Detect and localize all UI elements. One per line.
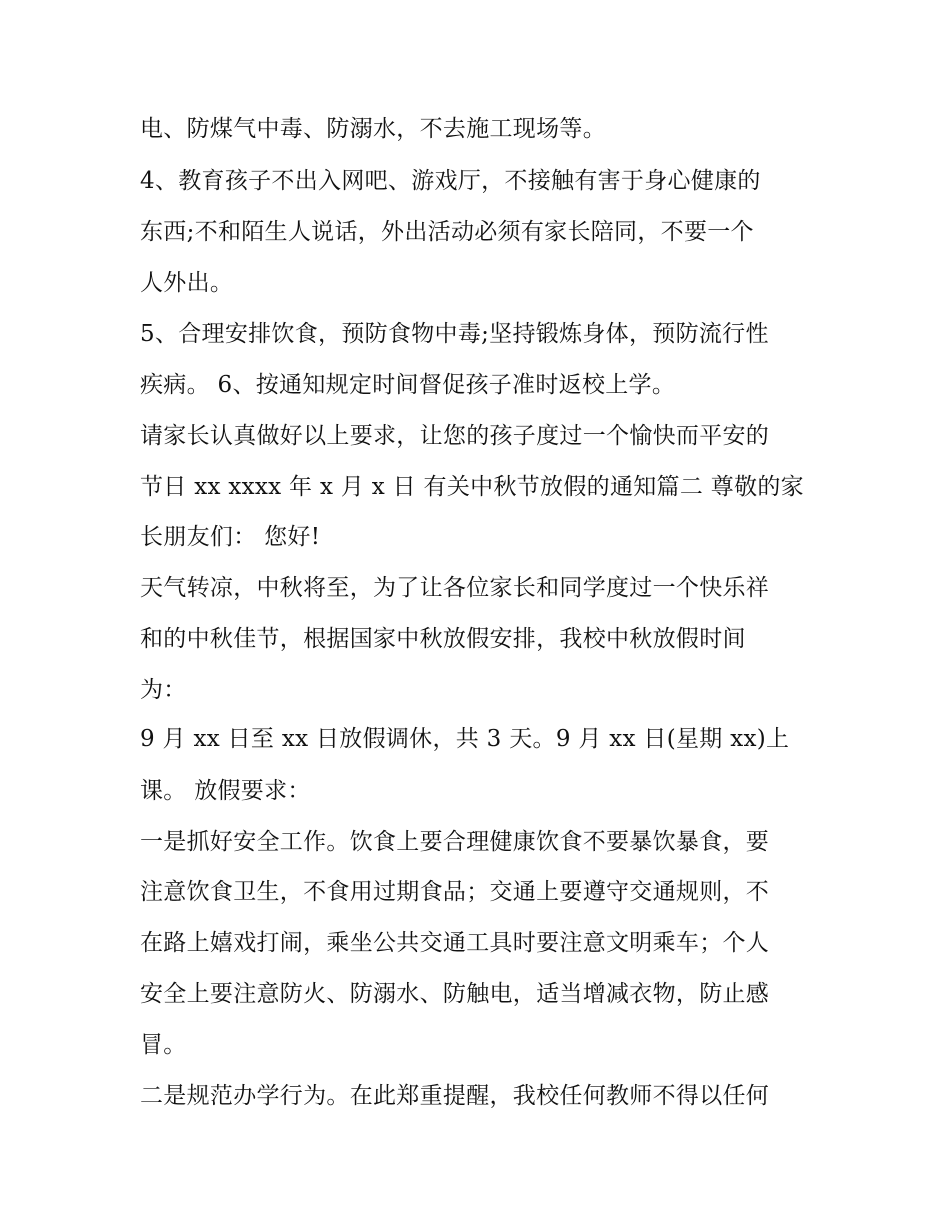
text-line: 节日 xx xxxx 年 x 月 x 日 有关中秋节放假的通知篇二 尊敬的家 — [140, 474, 804, 500]
text-line: 和的中秋佳节，根据国家中秋放假安排，我校中秋放假时间 — [140, 626, 746, 652]
text-line: 课。 放假要求： — [140, 778, 311, 804]
text-line: 4、教育孩子不出入网吧、游戏厅，不接触有害于身心健康的 — [140, 168, 761, 194]
text-line: 一是抓好安全工作。饮食上要合理健康饮食不要暴饮暴食，要 — [140, 829, 770, 855]
text-line: 人外出。 — [140, 270, 234, 296]
text-line: 安全上要注意防火、防溺水、防触电，适当增减衣物，防止感 — [140, 981, 770, 1007]
text-line: 天气转凉，中秋将至，为了让各位家长和同学度过一个快乐祥 — [140, 575, 770, 601]
text-line: 在路上嬉戏打闹，乘坐公共交通工具时要注意文明乘车；个人 — [140, 930, 770, 956]
text-line: 注意饮食卫生，不食用过期食品；交通上要遵守交通规则，不 — [140, 879, 770, 905]
text-line: 二是规范办学行为。在此郑重提醒，我校任何教师不得以任何 — [140, 1083, 770, 1109]
text-line: 请家长认真做好以上要求，让您的孩子度过一个愉快而平安的 — [140, 423, 770, 449]
text-line: 电、防煤气中毒、防溺水，不去施工现场等。 — [140, 116, 606, 142]
text-line: 9 月 xx 日至 xx 日放假调休，共 3 天。9 月 xx 日(星期 xx)上 — [140, 726, 790, 752]
text-line: 5、合理安排饮食，预防食物中毒;坚持锻炼身体，预防流行性 — [140, 321, 769, 347]
text-line: 为： — [140, 677, 187, 703]
text-line: 冒。 — [140, 1032, 187, 1058]
text-line: 长朋友们： 您好! — [140, 524, 321, 550]
text-line: 疾病。 6、按通知规定时间督促孩子准时返校上学。 — [140, 372, 676, 398]
text-line: 东西;不和陌生人说话，外出活动必须有家长陪同，不要一个 — [140, 219, 754, 245]
